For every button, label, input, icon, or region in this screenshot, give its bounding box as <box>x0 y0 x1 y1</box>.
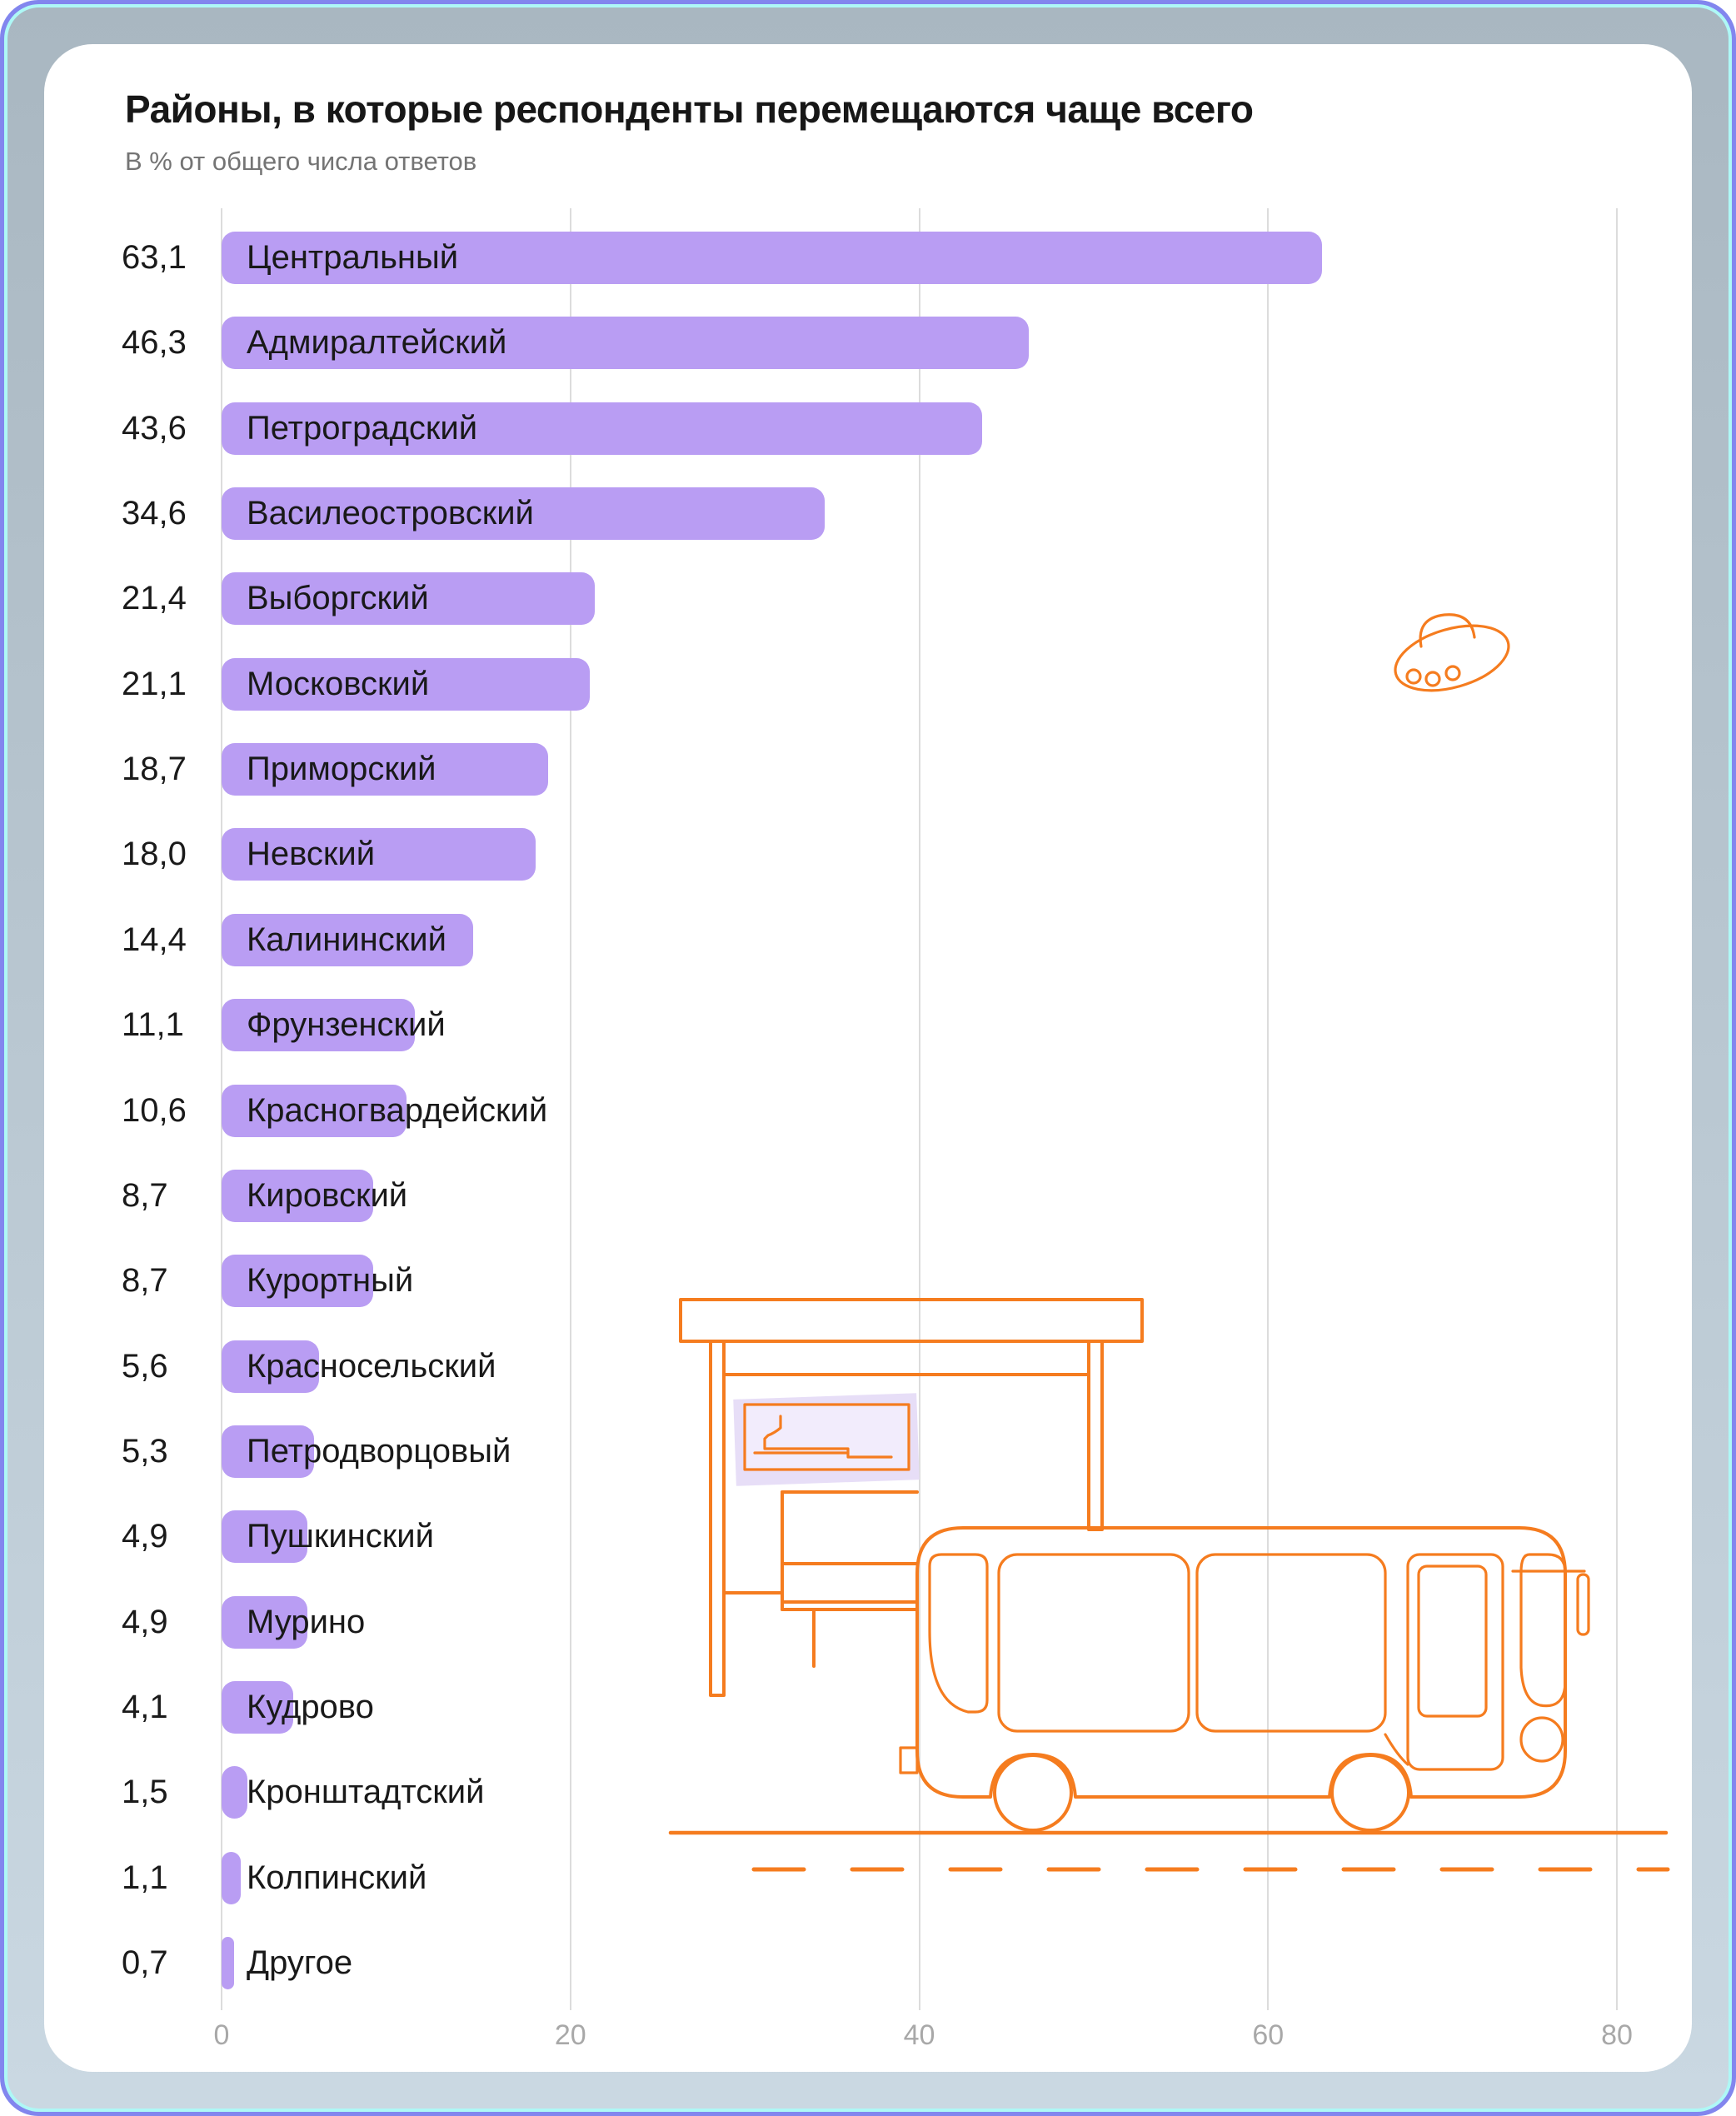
chart-subtitle: В % от общего числа ответов <box>125 147 477 176</box>
bar-category-label: Красносельский <box>247 1348 496 1385</box>
bar-category-label: Петроградский <box>247 410 478 447</box>
bar <box>222 1937 234 1989</box>
bar-value-label: 34,6 <box>122 495 187 531</box>
x-tick-label: 80 <box>1601 2019 1633 2051</box>
bar-category-label: Невский <box>247 836 376 872</box>
bar-category-label: Мурино <box>247 1604 366 1640</box>
bar-value-label: 5,6 <box>122 1348 168 1385</box>
bar-category-label: Красногвардейский <box>247 1092 548 1129</box>
gridline <box>919 208 920 2010</box>
bar-category-label: Приморский <box>247 751 436 787</box>
bar-value-label: 43,6 <box>122 410 187 447</box>
bar-category-label: Василеостровский <box>247 495 534 531</box>
bar-category-label: Выборгский <box>247 580 429 616</box>
bar-category-label: Колпинский <box>247 1859 427 1896</box>
bar-value-label: 14,4 <box>122 921 187 958</box>
bar-value-label: 18,0 <box>122 836 187 872</box>
x-tick-label: 40 <box>903 2019 935 2051</box>
x-tick-label: 0 <box>213 2019 230 2051</box>
bar-value-label: 21,1 <box>122 666 187 702</box>
chart-title: Районы, в которые респонденты перемещаются чаще всего <box>125 87 1254 131</box>
bar-category-label: Кировский <box>247 1177 408 1214</box>
bar-category-label: Центральный <box>247 239 459 276</box>
bar-value-label: 21,4 <box>122 580 187 616</box>
bar-category-label: Пушкинский <box>247 1518 434 1555</box>
bar-value-label: 4,1 <box>122 1689 168 1725</box>
bar-value-label: 1,5 <box>122 1774 168 1810</box>
bar-value-label: 4,9 <box>122 1604 168 1640</box>
bar-category-label: Кронштадтский <box>247 1774 485 1810</box>
bar-value-label: 5,3 <box>122 1433 168 1470</box>
bar-value-label: 46,3 <box>122 324 187 361</box>
x-tick-label: 20 <box>554 2019 586 2051</box>
gridline <box>570 208 571 2010</box>
bar-value-label: 8,7 <box>122 1262 168 1299</box>
bar <box>222 1766 247 1819</box>
bar-category-label: Курортный <box>247 1262 414 1299</box>
bar-category-label: Другое <box>247 1944 353 1981</box>
x-tick-label: 60 <box>1252 2019 1285 2051</box>
bar-category-label: Фрунзенский <box>247 1006 446 1043</box>
bar-value-label: 4,9 <box>122 1518 168 1555</box>
bar-value-label: 1,1 <box>122 1859 168 1896</box>
bar-category-label: Московский <box>247 666 430 702</box>
bar-value-label: 11,1 <box>122 1006 184 1043</box>
bar-category-label: Адмиралтейский <box>247 324 507 361</box>
bar-value-label: 0,7 <box>122 1944 168 1981</box>
bar-category-label: Петродворцовый <box>247 1433 511 1470</box>
bar <box>222 1852 241 1904</box>
bar-category-label: Кудрово <box>247 1689 374 1725</box>
bar-value-label: 18,7 <box>122 751 187 787</box>
gridline <box>1267 208 1269 2010</box>
bar-value-label: 8,7 <box>122 1177 168 1214</box>
bar-category-label: Калининский <box>247 921 446 958</box>
bar-value-label: 63,1 <box>122 239 187 276</box>
gridline <box>1616 208 1618 2010</box>
bar-value-label: 10,6 <box>122 1092 187 1129</box>
